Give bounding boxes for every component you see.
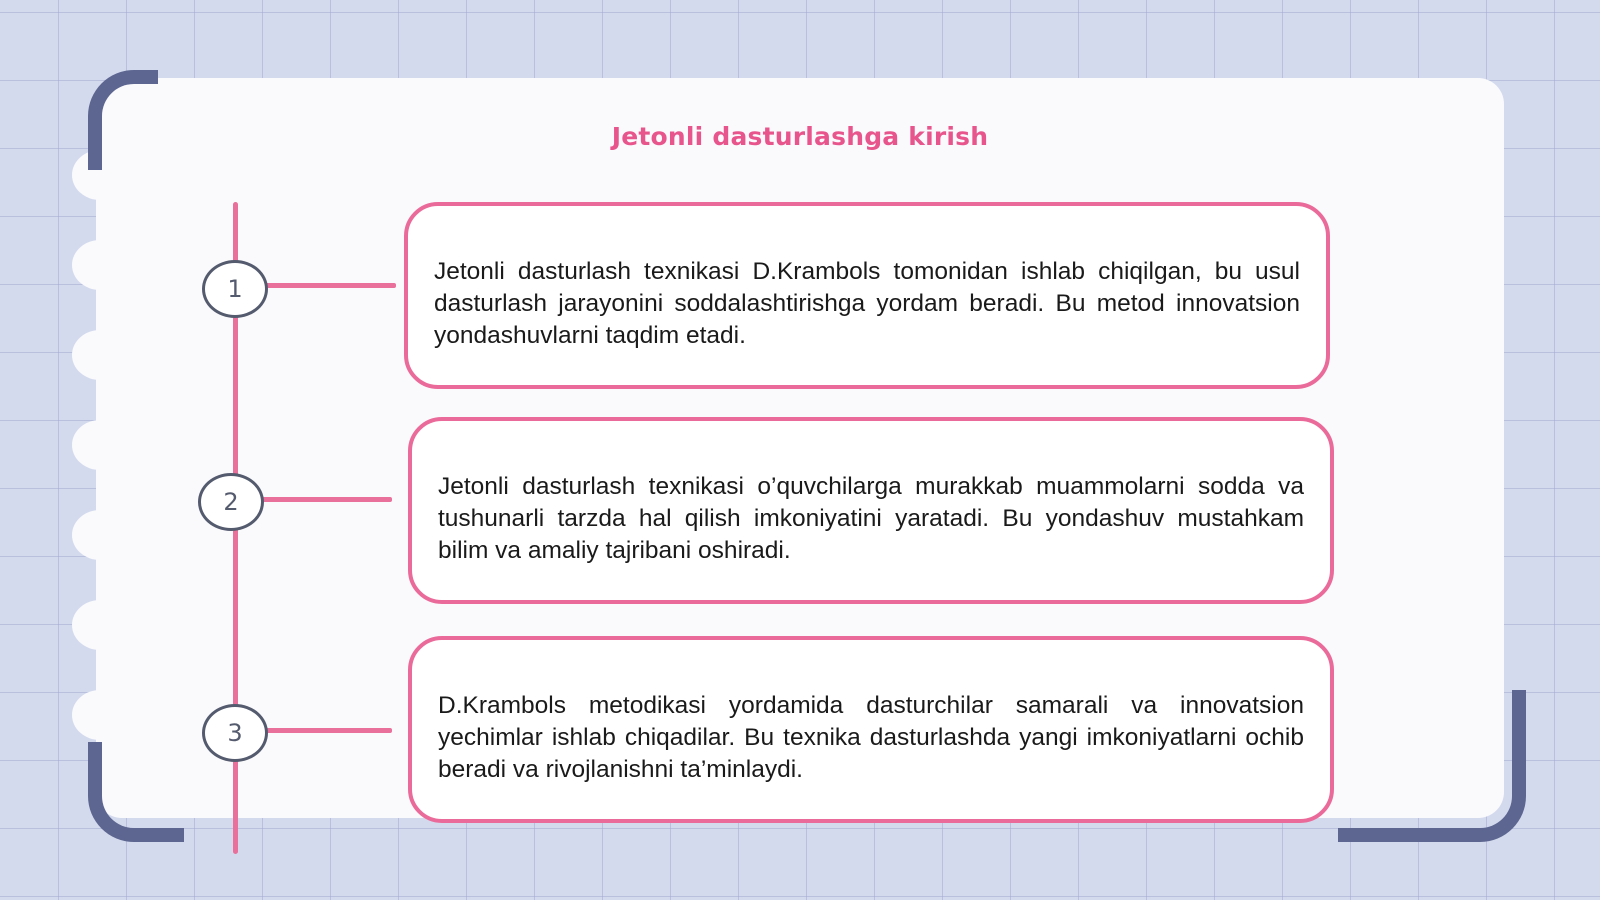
step-3-number-badge: 3	[202, 704, 268, 762]
step-1-connector	[262, 283, 396, 288]
step-3-text: D.Krambols metodikasi yordamida dasturchilar samarali va innovatsion yechimlar ishlab chiqadilar. Bu texnika dasturlashda yangi imkoniyatlarni ochib beradi va rivojlanishni ta’minlaydi.	[438, 692, 1304, 783]
step-1-text: Jetonli dasturlash texnikasi D.Krambols tomonidan ishlab chiqilgan, bu usul dasturlash jarayonini soddalashtirishga yordam beradi. Bu metod innovatsion yondashuvlarni taqdim etadi.	[434, 258, 1300, 349]
step-1-number-badge: 1	[202, 260, 268, 318]
paper-notch	[72, 420, 128, 470]
paper-notch	[72, 600, 128, 650]
slide-title: Jetonli dasturlashga kirish	[611, 122, 989, 151]
frame-corner-top-left	[88, 70, 158, 170]
paper-notch	[72, 330, 128, 380]
step-2-number-badge: 2	[198, 473, 264, 531]
step-2-connector	[258, 497, 392, 502]
step-1-card	[404, 202, 1330, 389]
frame-corner-bottom-right	[1338, 690, 1526, 842]
frame-corner-bottom-left	[88, 742, 184, 842]
step-2-text: Jetonli dasturlash texnikasi o’quvchilarga murakkab muammolarni sodda va tushunarli tarzda hal qilish imkoniyatini yaratadi. Bu yondashuv mustahkam bilim va amaliy tajribani oshiradi.	[438, 473, 1304, 564]
step-3-connector	[262, 728, 392, 733]
paper-notch	[72, 240, 128, 290]
step-3-card	[408, 636, 1334, 823]
paper-notch	[72, 510, 128, 560]
step-2-card	[408, 417, 1334, 604]
paper-notch	[72, 690, 128, 740]
